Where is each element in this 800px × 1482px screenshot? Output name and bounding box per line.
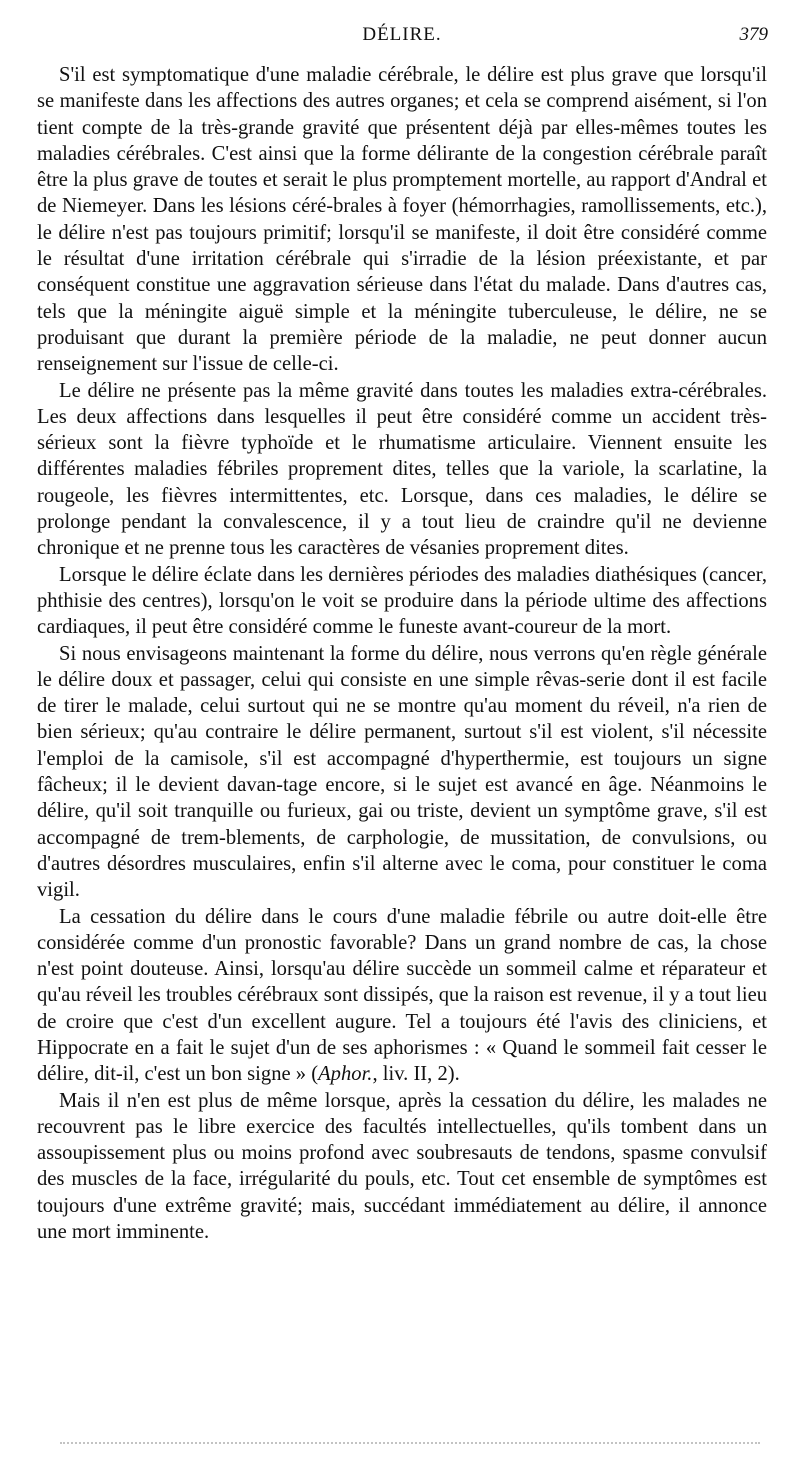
paragraph-gravite: Mais il n'en est plus de même lorsque, après la cessation du délire, les malades ne recouvrent pas le libre exercice des facultés intellectuelles, qu'ils tombent dans un assoupissement plus ou moins profond avec soubresauts de tendons, spasme convulsif des muscles de la face, irrégularité du pouls, etc. Tout cet ensemble de symptômes est toujours d'une extrême gravité; mais, succédant immédiatement au délire, il annonce une mort imminente. [37,1089,767,1244]
footer-rule [60,1442,760,1444]
running-title: DÉLIRE. [362,24,442,45]
paragraph-extracerebral: Le délire ne présente pas la même gravité dans toutes les maladies extra-cérébrales. Les deux affections dans lesquelles il peut être considéré comme un accident très-sérieux sont la fièvre typhoïde et le rhumatisme articulaire. Viennent ensuite les différentes maladies fébriles proprement dites, telles que la variole, la scarlatine, la rougeole, les fièvres intermittentes, etc. Lorsque, dans ces maladies, le délire se prolonge pendant la convalescence, il y a tout lieu de craindre qu'il ne devienne chronique et ne prenne tous les caractères de vésanies proprement dites. [37,379,767,560]
paragraph-cessation [37,904,767,1088]
citation-ref: , liv. II, 2). [372,1063,460,1086]
paragraph-forme: Si nous envisageons maintenant la forme du délire, nous verrons qu'en règle générale le délire doux et passager, celui qui consiste en une simple rêvas-serie dont il est facile de tirer le malade, celui surtout qui ne se montre qu'au moment du réveil, n'a rien de bien sérieux; qu'au contraire le délire permanent, surtout s'il est violent, s'il nécessite l'emploi de la camisole, s'il est accompagné d'hyperthermie, est toujours un signe fâcheux; il le devient davan-tage encore, si le sujet est avancé en âge. Néanmoins le délire, qu'il soit tranquille ou furieux, gai ou triste, devient un symptôme grave, s'il est accompagné de trem-blements, de carphologie, de mussitation, de convulsions, ou d'autres désordres musculaires, enfin s'il alterne avec le coma, pour constituer le coma vigil. [37,642,767,902]
paragraph-cerebral: S'il est symptomatique d'une maladie cérébrale, le délire est plus grave que lorsqu'il se manifeste dans les affections des autres organes; et cela se comprend aisément, si l'on tient compte de la très-grande gravité que présentent déjà par elles-mêmes toutes les maladies cérébrales. C'est ainsi que la forme délirante de la congestion cérébrale paraît être la plus grave de toutes et serait le plus promptement mortelle, au rapport d'Andral et de Niemeyer. Dans les lésions céré-brales à foyer (hémorrhagies, ramollissements, etc.), le délire n'est pas toujours primitif; lorsqu'il se manifeste, il doit être considéré comme le résultat d'une irritation cérébrale qui s'irradie de la lésion préexistante, et par conséquent constitue une aggravation sérieuse dans l'état du malade. Dans d'autres cas, tels que la méningite aiguë simple et la méningite tuberculeuse, le délire, ne se produisant que durant la première période de la maladie, ne peut donner aucun renseignement sur l'issue de celle-ci. [37,64,767,376]
citation-work: Aphor. [318,1063,373,1086]
paragraph-diathesiques: Lorsque le délire éclate dans les dernières périodes des maladies diathésiques (cancer, phthisie des centres), lorsqu'on le voit se produire dans la période ultime des affections cardiaques, il peut être considéré comme le funeste avant-coureur de la mort. [37,563,767,639]
page-number: 379 [739,24,768,45]
paragraph-cessation-text: La cessation du délire dans le cours d'une maladie fébrile ou autre doit-elle être considérée comme d'un pronostic favorable? Dans un grand nombre de cas, la chose n'est point douteuse. Ainsi, lorsqu'au délire succède un sommeil calme et réparateur et qu'au réveil les troubles cérébraux sont dissipés, que la raison est revenue, il y a tout lieu de croire que c'est d'un excellent augure. Tel a toujours été l'avis des cliniciens, et Hippocrate en a fait le sujet d'un de ses aphorismes : « Quand le sommeil fait cesser le délire, dit-il, c'est un bon signe » ( [37,905,768,1086]
body-text [37,62,767,1245]
running-head [36,24,768,52]
